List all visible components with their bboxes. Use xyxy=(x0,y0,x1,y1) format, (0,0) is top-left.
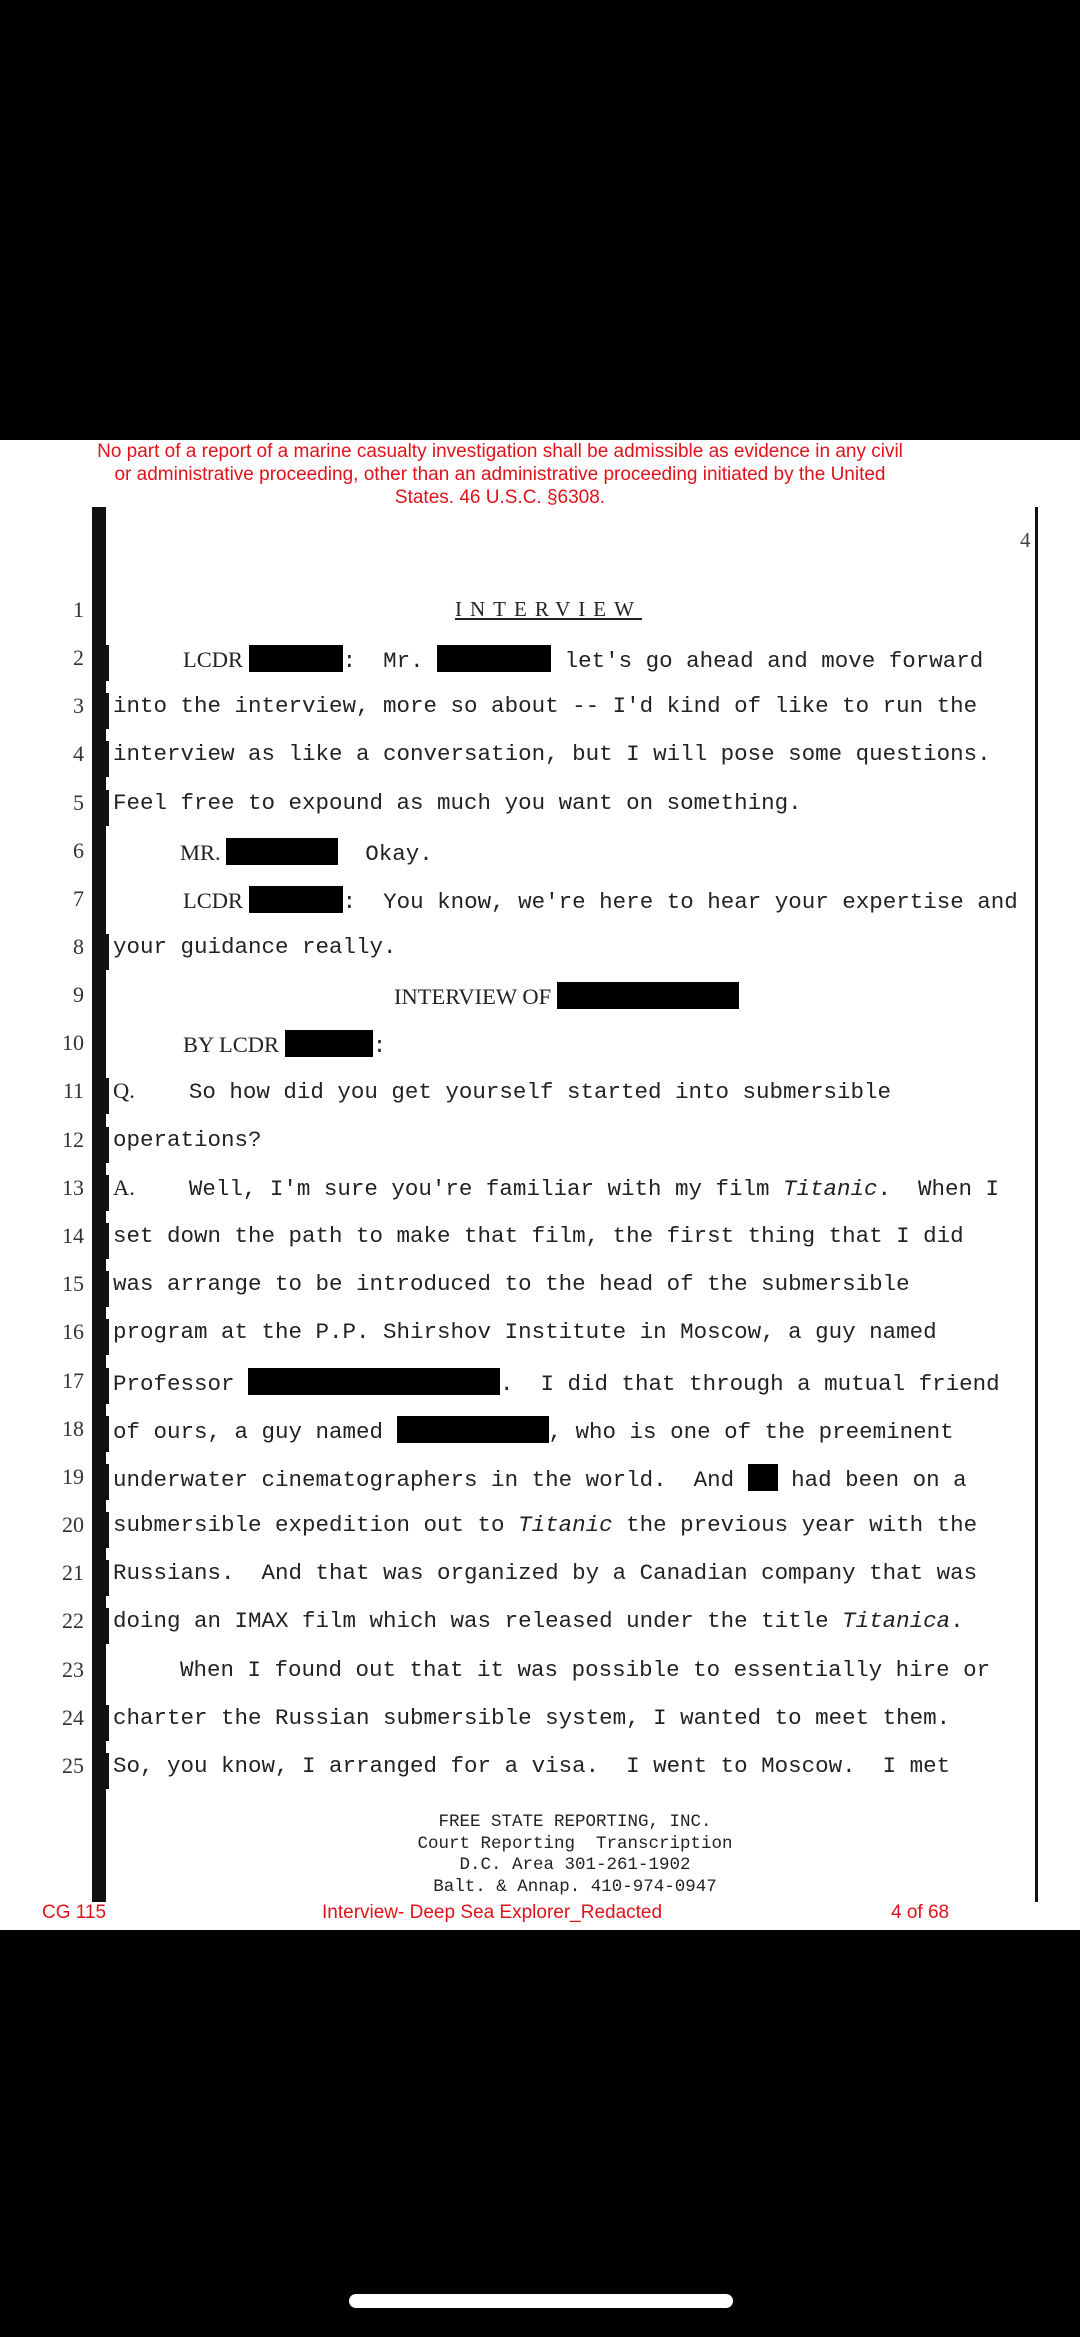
transcript-line xyxy=(0,1464,1080,1504)
line-text: your guidance really. xyxy=(113,934,397,960)
line-marker xyxy=(101,1705,109,1741)
line-text: BY LCDR : xyxy=(183,1032,387,1059)
disclaimer-line: or administrative proceeding, other than an administrative proceeding initiated by the United xyxy=(114,464,886,485)
transcript-line xyxy=(0,1416,1080,1456)
line-marker xyxy=(101,1271,109,1307)
line-number: 6 xyxy=(73,838,84,863)
transcript-line xyxy=(0,1657,1080,1697)
reporter-footer xyxy=(350,1812,800,1898)
redaction-block xyxy=(748,1464,778,1491)
line-marker xyxy=(101,1319,109,1355)
redaction-block xyxy=(285,1030,373,1057)
transcript-line xyxy=(0,1175,1080,1215)
line-number: 2 xyxy=(73,645,84,670)
redaction-block xyxy=(249,886,343,913)
line-marker xyxy=(101,1223,109,1259)
line-text: Russians. And that was organized by a Canadian company that was xyxy=(113,1560,978,1586)
line-text: So, you know, I arranged for a visa. I went to Moscow. I met xyxy=(113,1753,951,1779)
line-marker xyxy=(101,934,109,970)
line-marker xyxy=(101,1078,109,1114)
transcript-line xyxy=(0,741,1080,781)
footer-line: FREE STATE REPORTING, INC. xyxy=(438,1812,712,1832)
line-marker xyxy=(101,1512,109,1548)
transcript-line xyxy=(0,1127,1080,1167)
document-title: Interview- Deep Sea Explorer_Redacted xyxy=(322,1902,663,1923)
line-number: 14 xyxy=(62,1223,84,1248)
transcript-line xyxy=(0,982,1080,1022)
redaction-block xyxy=(397,1416,549,1443)
line-text: MR. Okay. xyxy=(180,840,433,867)
transcript-line xyxy=(0,1368,1080,1408)
line-number: 24 xyxy=(62,1705,84,1730)
line-marker xyxy=(101,1608,109,1644)
line-number: 3 xyxy=(73,693,84,718)
line-text: Professor . I did that through a mutual friend xyxy=(113,1368,1000,1397)
page-count: 4 of 68 xyxy=(891,1902,950,1923)
page-number: 4 xyxy=(1020,528,1031,552)
line-text: LCDR : You know, we're here to hear your expertise and xyxy=(183,888,1018,915)
line-marker xyxy=(101,1464,109,1500)
line-marker xyxy=(101,1175,109,1211)
section-heading: INTERVIEW xyxy=(455,597,642,621)
line-text: submersible expedition out to Titanic the previous year with the xyxy=(113,1512,978,1538)
line-text: INTERVIEW OF xyxy=(394,982,739,1011)
redaction-block xyxy=(557,982,739,1009)
line-number: 15 xyxy=(62,1271,84,1296)
transcript-line xyxy=(0,693,1080,733)
footer-line: D.C. Area 301-261-1902 xyxy=(459,1855,691,1875)
transcript-line xyxy=(0,597,1080,637)
line-text: When I found out that it was possible to essentially hire or xyxy=(180,1657,991,1683)
line-number: 25 xyxy=(62,1753,84,1778)
line-number: 23 xyxy=(62,1657,84,1682)
line-text: underwater cinematographers in the world. And had been on a xyxy=(113,1464,967,1493)
footer-line: Court Reporting Transcription xyxy=(417,1833,733,1854)
line-marker xyxy=(101,1127,109,1163)
line-marker xyxy=(101,693,109,729)
transcript-line xyxy=(0,1223,1080,1263)
line-number: 11 xyxy=(62,1078,84,1103)
disclaimer-line: States. 46 U.S.C. §6308. xyxy=(394,487,606,508)
line-text: LCDR : Mr. let's go ahead and move forward xyxy=(183,647,984,674)
line-text: was arrange to be introduced to the head of the submersible xyxy=(113,1271,910,1297)
line-text: of ours, a guy named , who is one of the preeminent xyxy=(113,1416,954,1445)
line-text: doing an IMAX film which was released under the title Titanica. xyxy=(113,1608,964,1634)
line-number: 7 xyxy=(73,886,84,911)
transcript-line xyxy=(0,886,1080,926)
transcript-line xyxy=(0,790,1080,830)
line-number: 13 xyxy=(62,1175,84,1200)
line-text: set down the path to make that film, the first thing that I did xyxy=(113,1223,964,1249)
line-number: 5 xyxy=(73,790,84,815)
document-id: CG 115 xyxy=(42,1902,107,1923)
line-marker xyxy=(101,1368,109,1404)
transcript-line xyxy=(0,645,1080,685)
redaction-block xyxy=(226,838,338,865)
disclaimer-line: No part of a report of a marine casualty investigation shall be admissible as evidence in any civil xyxy=(97,441,903,462)
line-number: 17 xyxy=(62,1368,84,1393)
line-number: 10 xyxy=(62,1030,84,1055)
transcript-line xyxy=(0,1319,1080,1359)
redaction-block xyxy=(437,645,551,672)
line-number: 9 xyxy=(73,982,84,1007)
line-text: charter the Russian submersible system, I wanted to meet them. xyxy=(113,1705,951,1731)
transcript-line xyxy=(0,1705,1080,1745)
transcript-line xyxy=(0,1512,1080,1552)
line-marker xyxy=(101,645,109,681)
redaction-block xyxy=(249,645,343,672)
line-number: 1 xyxy=(73,597,84,622)
line-marker xyxy=(101,741,109,777)
line-text: operations? xyxy=(113,1127,262,1153)
line-number: 12 xyxy=(62,1127,84,1152)
line-marker xyxy=(101,790,109,826)
line-number: 22 xyxy=(62,1608,84,1633)
line-text: Feel free to expound as much you want on something. xyxy=(113,790,802,816)
line-marker xyxy=(101,1753,109,1789)
transcript-line xyxy=(0,1030,1080,1070)
line-number: 8 xyxy=(73,934,84,959)
line-number: 21 xyxy=(62,1560,84,1585)
line-text: interview as like a conversation, but I will pose some questions. xyxy=(113,741,991,767)
legal-disclaimer xyxy=(0,440,1000,509)
line-text: Q. So how did you get yourself started into submersible xyxy=(113,1078,891,1105)
transcript-line xyxy=(0,1560,1080,1600)
transcript-line xyxy=(0,1078,1080,1118)
line-number: 20 xyxy=(62,1512,84,1537)
transcript-line xyxy=(0,1753,1080,1793)
redaction-block xyxy=(248,1368,500,1395)
transcript-line xyxy=(0,934,1080,974)
transcript-line xyxy=(0,838,1080,878)
footer-line: Balt. & Annap. 410-974-0947 xyxy=(433,1876,717,1897)
line-number: 16 xyxy=(62,1319,84,1344)
line-number: 18 xyxy=(62,1416,84,1441)
line-text: A. Well, I'm sure you're familiar with my film Titanic. When I xyxy=(113,1175,1000,1202)
line-text: into the interview, more so about -- I'd kind of like to run the xyxy=(113,693,978,719)
line-text: program at the P.P. Shirshov Institute in Moscow, a guy named xyxy=(113,1319,937,1345)
transcript-line xyxy=(0,1608,1080,1648)
line-number: 4 xyxy=(73,741,84,766)
line-marker xyxy=(101,1560,109,1596)
home-indicator[interactable] xyxy=(349,2294,733,2308)
line-marker xyxy=(101,1416,109,1452)
line-number: 19 xyxy=(62,1464,84,1489)
transcript-line xyxy=(0,1271,1080,1311)
document-page xyxy=(0,440,1080,1930)
